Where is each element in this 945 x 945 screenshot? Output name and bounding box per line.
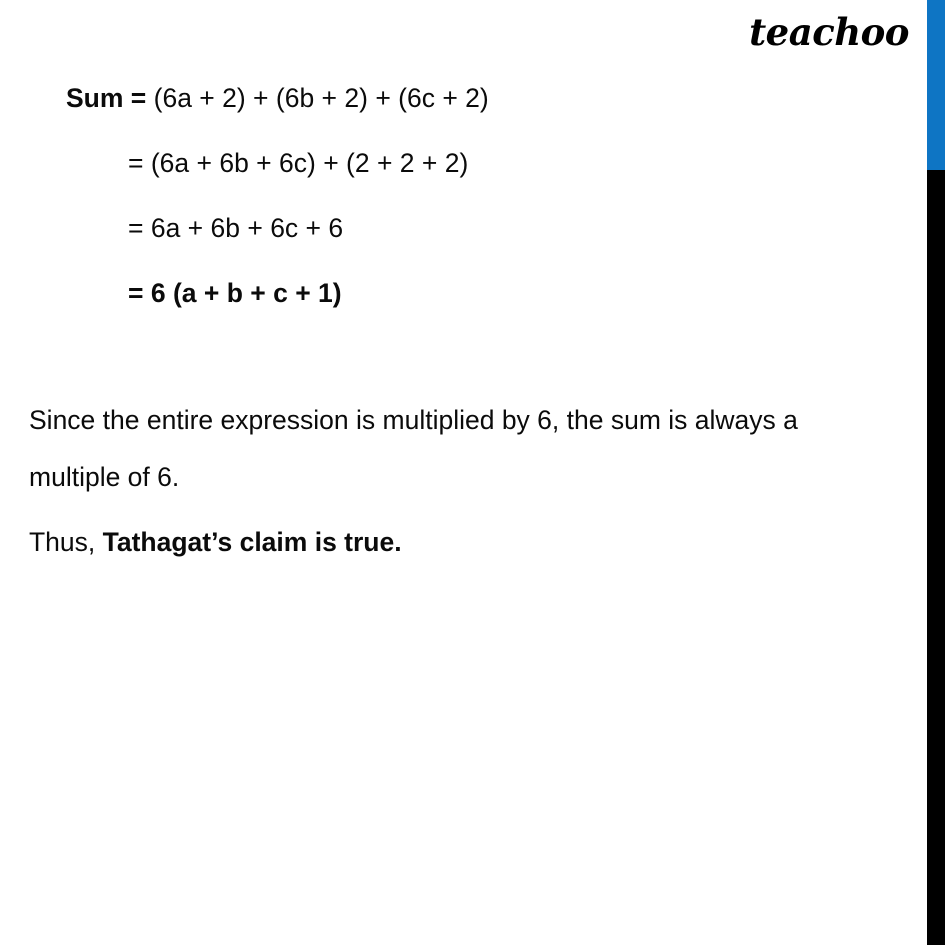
derivation-line-1-expression: (6a + 2) + (6b + 2) + (6c + 2): [146, 83, 489, 113]
conclusion-paragraph-line-1: [29, 392, 909, 449]
claim-emphasis: Tathagat’s claim is true.: [102, 527, 402, 557]
conclusion-paragraph-line-2: [29, 449, 909, 506]
derivation-line-1: [0, 66, 900, 131]
claim-statement: [29, 514, 909, 571]
teachoo-logo: teachoo: [749, 10, 909, 54]
derivation-line-4: [0, 261, 900, 326]
derivation-line-1-label: Sum =: [66, 83, 147, 113]
conclusion-text-2: multiple of 6.: [29, 462, 180, 492]
blue-accent-bar: [927, 0, 945, 170]
derivation-line-2-expression: = (6a + 6b + 6c) + (2 + 2 + 2): [128, 148, 469, 178]
derivation-line-3-expression: = 6a + 6b + 6c + 6: [128, 213, 344, 243]
claim-prefix: Thus,: [29, 527, 103, 557]
conclusion-block: [29, 392, 909, 571]
paragraph-spacer: [29, 506, 909, 514]
black-accent-bar: [927, 170, 945, 945]
conclusion-text-1: Since the entire expression is multiplied by 6, the sum is always a: [29, 405, 798, 435]
derivation-line-4-expression: = 6 (a + b + c + 1): [128, 278, 342, 308]
derivation-line-3: [0, 196, 900, 261]
derivation-line-2: [0, 131, 900, 196]
derivation-block: [0, 66, 900, 326]
